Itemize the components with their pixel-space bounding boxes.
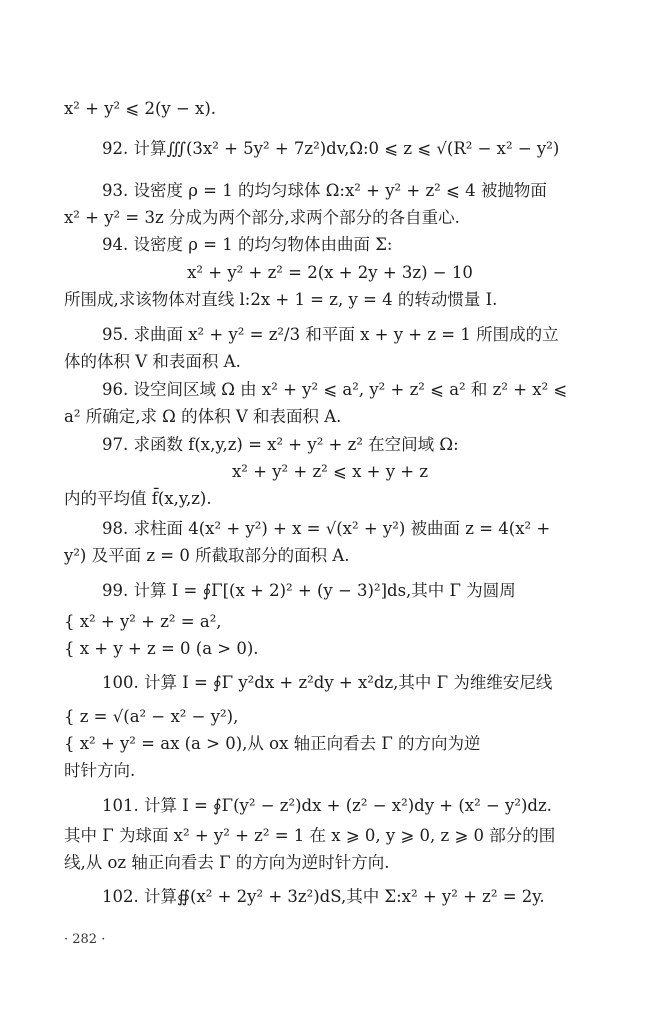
- problem-101: 101. 计算 I = ∮Γ(y² − z²)dx + (z² − x²)dy + (x² − y²)dz.: [102, 796, 552, 815]
- text-line: 线,从 oz 轴正向看去 Γ 的方向为逆时针方向.: [64, 853, 390, 872]
- text-line: x² + y² ⩽ 2(y − x).: [64, 99, 217, 118]
- system-line: { x² + y² = ax (a > 0),从 ox 轴正向看去 Γ 的方向为逆: [64, 734, 481, 753]
- problem-95: 95. 求曲面 x² + y² = z²/3 和平面 x + y + z = 1 所围成的立: [102, 325, 559, 344]
- problem-92: 92. 计算∭(3x² + 5y² + 7z²)dv,Ω:0 ⩽ z ⩽ √(R² − x² − y²): [102, 139, 560, 158]
- system-line: { x² + y² + z² = a²,: [64, 612, 222, 631]
- display-equation: x² + y² + z² = 2(x + 2y + 3z) − 10: [187, 263, 473, 282]
- system-line: { z = √(a² − x² − y²),: [64, 707, 239, 726]
- problem-93: 93. 设密度 ρ = 1 的均匀球体 Ω:x² + y² + z² ⩽ 4 被抛物面: [102, 181, 547, 200]
- text-line: 时针方向.: [64, 761, 136, 780]
- system-line: { x + y + z = 0 (a > 0).: [64, 639, 259, 658]
- problem-94: 94. 设密度 ρ = 1 的均匀物体由曲面 Σ:: [102, 235, 393, 254]
- text-line: 其中 Γ 为球面 x² + y² + z² = 1 在 x ⩾ 0, y ⩾ 0, z ⩾ 0 部分的围: [64, 826, 556, 845]
- display-equation: x² + y² + z² ⩽ x + y + z: [231, 462, 429, 481]
- text-line: 内的平均值 f̄(x,y,z).: [64, 489, 212, 508]
- text-line: y²) 及平面 z = 0 所截取部分的面积 A.: [64, 546, 350, 565]
- text-line: 所围成,求该物体对直线 l:2x + 1 = z, y = 4 的转动惯量 I.: [64, 290, 498, 309]
- text-line: x² + y² = 3z 分成为两个部分,求两个部分的各自重心.: [64, 208, 460, 227]
- problem-100: 100. 计算 I = ∮Γ y²dx + z²dy + x²dz,其中 Γ 为维维安尼线: [102, 673, 553, 692]
- problem-96: 96. 设空间区域 Ω 由 x² + y² ⩽ a², y² + z² ⩽ a² 和 z² + x² ⩽: [102, 380, 568, 399]
- page-number: · 282 ·: [64, 932, 106, 947]
- problem-98: 98. 求柱面 4(x² + y²) + x = √(x² + y²) 被曲面 z = 4(x² +: [102, 519, 551, 538]
- text-line: 体的体积 V 和表面积 A.: [64, 352, 241, 371]
- problem-97: 97. 求函数 f(x,y,z) = x² + y² + z² 在空间域 Ω:: [102, 435, 459, 454]
- problem-99: 99. 计算 I = ∮Γ[(x + 2)² + (y − 3)²]ds,其中 Γ 为圆周: [102, 581, 516, 600]
- text-line: a² 所确定,求 Ω 的体积 V 和表面积 A.: [64, 407, 342, 426]
- problem-102: 102. 计算∯(x² + 2y² + 3z²)dS,其中 Σ:x² + y² + z² = 2y.: [102, 887, 545, 906]
